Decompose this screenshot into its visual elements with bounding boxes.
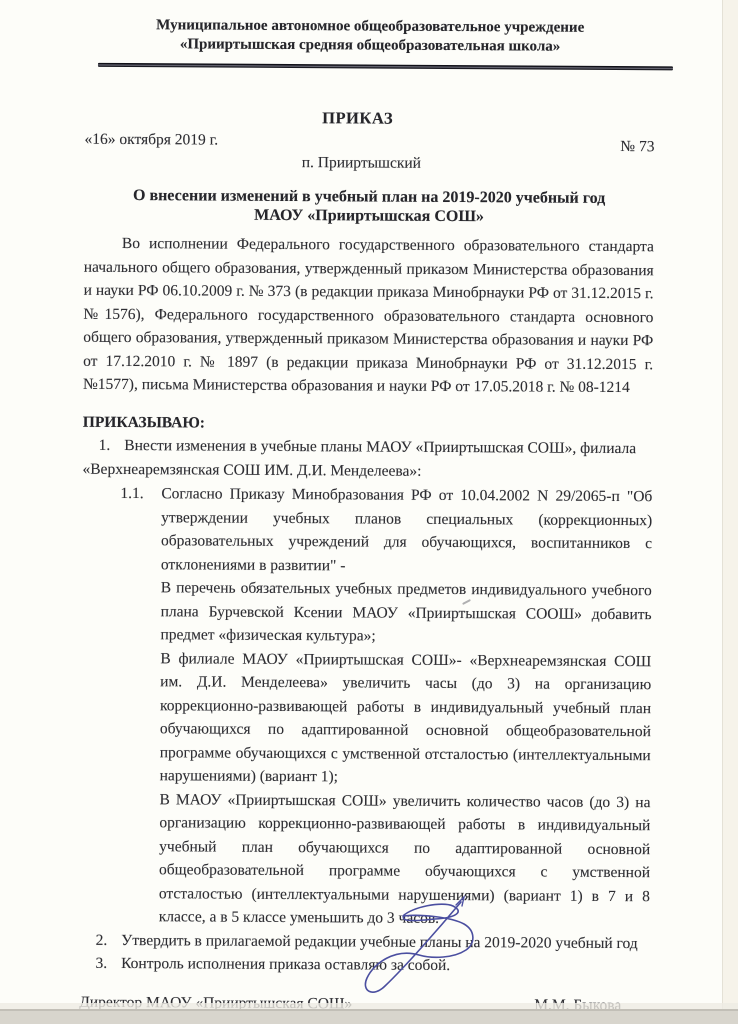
order-item-3 [79, 952, 649, 979]
order-item-3-number: 3. [95, 954, 108, 972]
order-subject-line1: О внесении изменений в учебный план на 2019-2020 учебный год [132, 187, 606, 207]
order-item-1-line1 [83, 434, 653, 461]
order-item-3-line [79, 952, 649, 979]
order-item-2-number: 2. [95, 931, 108, 949]
date-number-row [84, 129, 655, 156]
organization-name-line2: «Прииртышская средняя общеобразовательная школа» [179, 36, 561, 55]
order-item-1-number: 1. [98, 436, 111, 454]
order-subject [84, 186, 654, 227]
order-preamble: Во исполнении Федерального государственного образовательного стандарта начального общего образования, утвержденный приказом Министерства образования и науки РФ 06.10.2009 г. № 373 (в редакции приказа Минобрнауки РФ от 31.12.2015 г. №1576), Федерального государственного образовательного стандарта основного общего образования, утвержденный приказом Министерства образования и науки РФ от 17.12.2010 г. № 1897 (в редакции приказа Минобрнауки РФ от 31.12.2015 г. №1577), письма Министерства образования и науки РФ от 17.05.2018 г. № 08-1214 [82, 234, 654, 397]
scan-bottom-edge [0, 1009, 738, 1024]
scan-right-edge [722, 0, 738, 1011]
order-item-2-text: Утвердить в прилагаемой редакции учебные планы на 2019-2020 учебный год [121, 931, 638, 952]
order-sub-item-1-1-body [159, 482, 653, 931]
organization-name-line1: Муниципальное автономное общеобразовательное учреждение [156, 17, 585, 36]
order-item-3-text: Контроль исполнения приказа оставляю за собой. [121, 954, 451, 975]
order-place: п. Прииртышский [301, 154, 422, 172]
order-item-2-line [80, 928, 650, 955]
sub-item-paragraph-3: В филиале МАОУ «Прииртышская СОШ»- «Верхнеаремзянская СОШ им. Д.И. Менделеева» увеличить часы (до 3) на организацию коррекционно-развивающей работы в индивидуальный учебный план обучающихся по адаптированной основной общеобразовательной программе обучающихся с умственной отсталостью (интеллектуальными нарушениями) (вариант 1); [159, 649, 652, 786]
header-divider-rule [98, 63, 673, 71]
order-subject-line2: МАОУ «Прииртышская СОШ» [254, 206, 484, 226]
sub-item-paragraph-4: В МАОУ «Прииртышская СОШ» увеличить количество часов (до 3) на организацию коррекционно-развивающей работы в индивидуальный учебный план обучающихся по адаптированной основной общеобразовательной программе обучающихся с умственной отсталостью (интеллектуальными нарушениями) (вариант 1) в 7 и 8 классе, а в 5 классе уменьшить до 3 часов. [158, 790, 651, 927]
document-content [79, 0, 655, 1017]
order-title: ПРИКАЗ [322, 108, 394, 128]
sub-item-paragraph-1: Согласно Приказу Минобразования РФ от 10.04.2002 N 29/2065-п "Об утверждении учебных планов специальных (коррекционных) образовательных учреждений для обучающихся, воспитанников с отклонениями в развитии" - [160, 485, 653, 574]
order-item-2 [80, 928, 650, 955]
order-sub-item-1-1-number: 1.1. [120, 484, 144, 503]
organization-header [85, 0, 655, 57]
sub-item-paragraph-2: В перечень обязательных учебных предметов индивидуального учебного плана Бурчевской Ксении МАОУ «Прииртышская СООШ» добавить предмет «физическая культура»; [160, 579, 652, 645]
order-number: № 73 [620, 138, 655, 156]
order-item-1-line2: «Верхнеаремзянская СОШ ИМ. Д.И. Менделеева»: [82, 460, 422, 480]
order-sub-item-1-1 [118, 482, 653, 932]
order-item-1 [82, 434, 652, 484]
order-item-1-text: Внести изменения в учебные планы МАОУ «Прииртышская СОШ», филиала [124, 437, 637, 458]
order-date: «16» октября 2019 г. [84, 130, 219, 149]
command-label: ПРИКАЗЫВАЮ: [82, 413, 206, 431]
